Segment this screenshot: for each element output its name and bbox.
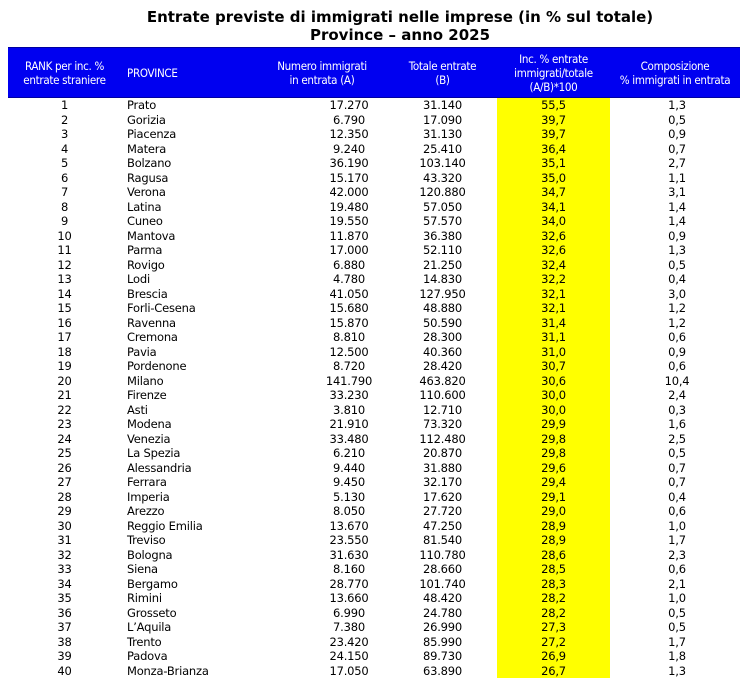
- immigrants-cell: 4.780: [333, 272, 365, 286]
- total-cell: 17.090: [422, 112, 463, 127]
- table-title: Entrate previste di immigrati nelle imprese (in % sul totale): [146, 8, 654, 26]
- total-cell: 31.130: [422, 127, 463, 141]
- table-row: [8, 243, 740, 258]
- composition-cell: 1,3: [668, 243, 686, 257]
- total-cell: 57.570: [422, 214, 463, 228]
- incidence-cell: 39,7: [497, 127, 610, 142]
- immigrants-cell: 12.350: [329, 127, 369, 141]
- composition-cell: 2,3: [668, 547, 686, 562]
- table-row: [8, 664, 740, 679]
- immigrants-cell: 42.000: [329, 185, 369, 199]
- table-body: [8, 98, 740, 679]
- incidence-cell: 32,1: [497, 287, 610, 302]
- table-row: [8, 548, 740, 563]
- immigrants-cell: 6.790: [333, 112, 365, 127]
- rank-cell: 1: [60, 98, 69, 112]
- composition-cell: 1,8: [668, 649, 686, 663]
- composition-cell: 0,6: [668, 359, 686, 373]
- total-cell: 25.410: [422, 141, 463, 156]
- rank-cell: 25: [57, 446, 72, 460]
- composition-cell: 2,5: [668, 431, 686, 446]
- province-cell: Bergamo: [127, 576, 178, 591]
- rank-cell: 17: [57, 330, 72, 344]
- total-cell: 112.480: [419, 431, 466, 446]
- incidence-cell: 39,7: [497, 113, 610, 128]
- incidence-cell: 29,8: [497, 432, 610, 447]
- province-cell: Firenze: [127, 388, 167, 402]
- province-cell: Ravenna: [127, 315, 176, 330]
- province-cell: Grosseto: [127, 605, 177, 620]
- composition-cell: 3,0: [668, 286, 686, 301]
- incidence-cell: 30,0: [497, 403, 610, 418]
- composition-cell: 1,3: [668, 98, 686, 112]
- composition-cell: 3,1: [668, 185, 686, 199]
- composition-cell: 10,4: [664, 373, 690, 388]
- province-cell: Forli-Cesena: [127, 301, 196, 315]
- rank-cell: 2: [60, 112, 69, 127]
- immigrants-cell: 3.810: [333, 402, 365, 417]
- immigrants-cell: 13.660: [329, 591, 369, 605]
- incidence-cell: 28,5: [497, 562, 610, 577]
- table-row: [8, 316, 740, 331]
- total-cell: 127.950: [419, 286, 466, 301]
- incidence-cell: 35,0: [497, 171, 610, 186]
- total-cell: 28.660: [422, 562, 463, 576]
- rank-cell: 28: [57, 489, 72, 504]
- total-cell: 28.300: [422, 330, 463, 344]
- rank-cell: 15: [57, 301, 72, 315]
- table-row: [8, 446, 740, 461]
- incidence-cell: 31,0: [497, 345, 610, 360]
- rank-cell: 12: [57, 257, 72, 272]
- rank-cell: 40: [57, 663, 72, 678]
- table-row: [8, 185, 740, 200]
- province-cell: Reggio Emilia: [127, 518, 203, 533]
- province-cell: Prato: [127, 98, 157, 112]
- total-cell: 32.170: [422, 475, 463, 489]
- composition-cell: 0,5: [668, 112, 686, 127]
- incidence-cell: 28,2: [497, 591, 610, 606]
- immigrants-cell: 141.790: [325, 373, 373, 388]
- header-composition: Composizione % immigrati in entrata: [610, 48, 740, 98]
- rank-cell: 9: [60, 214, 69, 228]
- total-cell: 43.320: [422, 170, 463, 185]
- total-cell: 89.730: [422, 649, 463, 663]
- rank-cell: 5: [60, 156, 69, 170]
- incidence-cell: 29,6: [497, 461, 610, 476]
- rank-cell: 11: [57, 243, 72, 257]
- total-cell: 27.720: [422, 504, 463, 518]
- immigrants-cell: 23.550: [329, 533, 369, 547]
- composition-cell: 0,7: [668, 460, 686, 475]
- province-cell: Piacenza: [127, 127, 177, 141]
- rank-cell: 37: [57, 620, 72, 634]
- total-cell: 24.780: [422, 605, 463, 620]
- incidence-cell: 36,4: [497, 142, 610, 157]
- province-cell: Modena: [127, 417, 172, 431]
- province-cell: Pordenone: [127, 359, 187, 373]
- immigrants-cell: 17.050: [329, 663, 369, 678]
- immigrants-cell: 7.380: [333, 620, 365, 634]
- incidence-cell: 26,7: [497, 664, 610, 679]
- province-cell: Cuneo: [127, 214, 163, 228]
- immigrants-cell: 17.270: [329, 98, 369, 112]
- composition-cell: 0,5: [668, 620, 686, 634]
- composition-cell: 1,0: [668, 518, 686, 533]
- province-cell: Milano: [127, 373, 164, 388]
- table-row: [8, 200, 740, 215]
- composition-cell: 1,1: [668, 170, 686, 185]
- total-cell: 36.380: [422, 228, 463, 243]
- total-cell: 50.590: [422, 315, 463, 330]
- total-cell: 17.620: [422, 489, 463, 504]
- table-row: [8, 374, 740, 389]
- immigrants-cell: 21.910: [329, 417, 369, 431]
- incidence-cell: 32,6: [497, 229, 610, 244]
- immigrants-cell: 19.480: [329, 199, 369, 214]
- header-rank: RANK per inc. % entrate straniere: [8, 48, 121, 98]
- province-cell: Trento: [127, 634, 162, 649]
- table-row: [8, 98, 740, 113]
- composition-cell: 0,6: [668, 504, 686, 518]
- rank-cell: 19: [57, 359, 72, 373]
- composition-cell: 0,5: [668, 605, 686, 620]
- incidence-cell: 26,9: [497, 649, 610, 664]
- rank-cell: 8: [60, 199, 69, 214]
- rank-cell: 24: [57, 431, 72, 446]
- incidence-cell: 32,2: [497, 272, 610, 287]
- rank-cell: 7: [60, 185, 69, 199]
- immigrants-cell: 33.230: [329, 388, 369, 402]
- table-row: [8, 301, 740, 316]
- province-cell: Latina: [127, 199, 162, 214]
- incidence-cell: 32,6: [497, 243, 610, 258]
- incidence-cell: 27,2: [497, 635, 610, 650]
- table-row: [8, 591, 740, 606]
- rank-cell: 16: [57, 315, 72, 330]
- composition-cell: 0,5: [668, 446, 686, 460]
- total-cell: 48.420: [422, 591, 463, 605]
- composition-cell: 2,1: [668, 576, 686, 591]
- province-cell: Verona: [127, 185, 166, 199]
- incidence-cell: 27,3: [497, 620, 610, 635]
- province-cell: Pavia: [127, 344, 157, 359]
- rank-cell: 20: [57, 373, 72, 388]
- province-cell: Bolzano: [127, 156, 172, 170]
- rank-cell: 13: [57, 272, 72, 286]
- rank-cell: 32: [57, 547, 72, 562]
- rank-cell: 10: [57, 228, 72, 243]
- immigrants-cell: 8.810: [333, 330, 365, 344]
- table-row: [8, 388, 740, 403]
- incidence-cell: 34,7: [497, 185, 610, 200]
- immigrants-cell: 15.680: [329, 301, 369, 315]
- table-row: [8, 345, 740, 360]
- header-province: PROVINCE: [121, 48, 256, 98]
- rank-cell: 36: [57, 605, 72, 620]
- province-cell: Matera: [127, 141, 167, 156]
- incidence-cell: 31,4: [497, 316, 610, 331]
- rank-cell: 21: [57, 388, 72, 402]
- incidence-cell: 30,7: [497, 359, 610, 374]
- total-cell: 103.140: [419, 156, 466, 170]
- header-row: [8, 48, 740, 98]
- incidence-cell: 29,4: [497, 475, 610, 490]
- composition-cell: 1,3: [668, 663, 686, 678]
- composition-cell: 1,4: [668, 199, 686, 214]
- total-cell: 21.250: [422, 257, 463, 272]
- rank-cell: 31: [57, 533, 72, 547]
- rank-cell: 34: [57, 576, 72, 591]
- table-row: [8, 287, 740, 302]
- total-cell: 12.710: [422, 402, 463, 417]
- rank-cell: 30: [57, 518, 72, 533]
- table-row: [8, 229, 740, 244]
- table-row: [8, 577, 740, 592]
- composition-cell: 1,7: [668, 634, 686, 649]
- incidence-cell: 35,1: [497, 156, 610, 171]
- incidence-cell: 30,0: [497, 388, 610, 403]
- composition-cell: 1,4: [668, 214, 686, 228]
- total-cell: 26.990: [422, 620, 463, 634]
- table-row: [8, 475, 740, 490]
- composition-cell: 2,4: [668, 388, 686, 402]
- incidence-cell: 28,9: [497, 519, 610, 534]
- composition-cell: 0,7: [668, 141, 686, 156]
- immigrants-cell: 9.240: [333, 141, 365, 156]
- composition-cell: 0,4: [668, 272, 686, 286]
- rank-cell: 23: [57, 417, 72, 431]
- header-incidence: Inc. % entrate immigrati/totale (A/B)*100: [497, 48, 610, 98]
- composition-cell: 0,6: [668, 562, 686, 576]
- table-row: [8, 461, 740, 476]
- immigrants-cell: 11.870: [329, 228, 369, 243]
- incidence-cell: 29,0: [497, 504, 610, 519]
- total-cell: 110.600: [419, 388, 466, 402]
- composition-cell: 1,2: [668, 301, 686, 315]
- incidence-cell: 28,6: [497, 548, 610, 563]
- table-row: [8, 258, 740, 273]
- header-immigrants: Numero immigrati in entrata (A): [256, 48, 388, 98]
- province-cell: Cremona: [127, 330, 178, 344]
- total-cell: 14.830: [422, 272, 463, 286]
- immigrants-cell: 15.870: [329, 315, 369, 330]
- total-cell: 52.110: [422, 243, 463, 257]
- table-row: [8, 171, 740, 186]
- immigrants-cell: 28.770: [329, 576, 369, 591]
- incidence-cell: 32,1: [497, 301, 610, 316]
- immigrants-cell: 9.450: [333, 475, 365, 489]
- incidence-cell: 29,9: [497, 417, 610, 432]
- total-cell: 31.880: [422, 460, 463, 475]
- incidence-cell: 30,6: [497, 374, 610, 389]
- immigrants-cell: 6.990: [333, 605, 365, 620]
- composition-cell: 1,6: [668, 417, 686, 431]
- composition-cell: 0,6: [668, 330, 686, 344]
- table-row: [8, 649, 740, 664]
- table-row: [8, 562, 740, 577]
- composition-cell: 1,2: [668, 315, 686, 330]
- total-cell: 85.990: [422, 634, 463, 649]
- province-cell: L’Aquila: [127, 620, 172, 634]
- table-row: [8, 272, 740, 287]
- rank-cell: 35: [57, 591, 72, 605]
- total-cell: 63.890: [422, 663, 463, 678]
- province-cell: La Spezia: [127, 446, 181, 460]
- province-cell: Gorizia: [127, 112, 166, 127]
- table-row: [8, 620, 740, 635]
- province-cell: Venezia: [127, 431, 171, 446]
- table-row: [8, 359, 740, 374]
- province-cell: Imperia: [127, 489, 170, 504]
- composition-cell: 0,3: [668, 402, 686, 417]
- rank-cell: 26: [57, 460, 72, 475]
- incidence-cell: 28,9: [497, 533, 610, 548]
- rank-cell: 4: [60, 141, 69, 156]
- table-row: [8, 490, 740, 505]
- total-cell: 463.820: [419, 373, 466, 388]
- province-cell: Rovigo: [127, 257, 165, 272]
- composition-cell: 0,5: [668, 257, 686, 272]
- rank-cell: 33: [57, 562, 72, 576]
- total-cell: 48.880: [422, 301, 463, 315]
- province-cell: Alessandria: [127, 460, 192, 475]
- table-row: [8, 504, 740, 519]
- table-row: [8, 606, 740, 621]
- incidence-cell: 29,1: [497, 490, 610, 505]
- provinces-table: [8, 47, 740, 678]
- total-cell: 120.880: [419, 185, 466, 199]
- rank-cell: 38: [57, 634, 72, 649]
- table-row: [8, 156, 740, 171]
- province-cell: Treviso: [127, 533, 166, 547]
- total-cell: 28.420: [422, 359, 463, 373]
- table-header: [8, 48, 740, 98]
- province-cell: Lodi: [127, 272, 150, 286]
- rank-cell: 6: [60, 170, 69, 185]
- immigrants-cell: 8.050: [333, 504, 365, 518]
- immigrants-cell: 31.630: [329, 547, 369, 562]
- header-total: Totale entrate (B): [388, 48, 497, 98]
- total-cell: 57.050: [422, 199, 463, 214]
- immigrants-cell: 36.190: [329, 156, 369, 170]
- immigrants-cell: 41.050: [329, 286, 369, 301]
- immigrants-cell: 6.210: [333, 446, 365, 460]
- table-row: [8, 519, 740, 534]
- incidence-cell: 32,4: [497, 258, 610, 273]
- province-cell: Siena: [127, 562, 158, 576]
- immigrants-cell: 19.550: [329, 214, 369, 228]
- province-cell: Monza-Brianza: [127, 663, 209, 678]
- composition-cell: 0,7: [668, 475, 686, 489]
- rank-cell: 14: [57, 286, 72, 301]
- province-cell: Padova: [127, 649, 168, 663]
- rank-cell: 27: [57, 475, 72, 489]
- total-cell: 101.740: [419, 576, 466, 591]
- immigrants-cell: 8.720: [333, 359, 365, 373]
- immigrants-cell: 24.150: [329, 649, 369, 663]
- immigrants-cell: 8.160: [333, 562, 365, 576]
- table-row: [8, 142, 740, 157]
- immigrants-cell: 17.000: [329, 243, 369, 257]
- rank-cell: 22: [57, 402, 72, 417]
- composition-cell: 1,0: [668, 591, 686, 605]
- province-cell: Brescia: [127, 286, 168, 301]
- incidence-cell: 34,1: [497, 200, 610, 215]
- composition-cell: 0,9: [668, 344, 686, 359]
- immigrants-cell: 12.500: [329, 344, 369, 359]
- rank-cell: 18: [57, 344, 72, 359]
- total-cell: 47.250: [422, 518, 463, 533]
- incidence-cell: 34,0: [497, 214, 610, 229]
- immigrants-cell: 6.880: [333, 257, 365, 272]
- incidence-cell: 31,1: [497, 330, 610, 345]
- immigrants-cell: 33.480: [329, 431, 369, 446]
- province-cell: Ragusa: [127, 170, 169, 185]
- composition-cell: 0,9: [668, 127, 686, 141]
- total-cell: 31.140: [422, 98, 463, 112]
- province-cell: Bologna: [127, 547, 173, 562]
- incidence-cell: 28,3: [497, 577, 610, 592]
- total-cell: 110.780: [419, 547, 466, 562]
- rank-cell: 29: [57, 504, 72, 518]
- composition-cell: 2,7: [668, 156, 686, 170]
- table-subtitle: Province – anno 2025: [309, 26, 491, 44]
- total-cell: 40.360: [422, 344, 463, 359]
- table-row: [8, 127, 740, 142]
- immigrants-cell: 9.440: [333, 460, 365, 475]
- province-cell: Parma: [127, 243, 163, 257]
- table-row: [8, 417, 740, 432]
- composition-cell: 0,9: [668, 228, 686, 243]
- incidence-cell: 28,2: [497, 606, 610, 621]
- incidence-cell: 55,5: [497, 98, 610, 113]
- immigrants-cell: 5.130: [333, 489, 365, 504]
- total-cell: 81.540: [422, 533, 463, 547]
- total-cell: 20.870: [422, 446, 463, 460]
- immigrants-cell: 15.170: [329, 170, 369, 185]
- rank-cell: 3: [60, 127, 69, 141]
- province-cell: Arezzo: [127, 504, 165, 518]
- province-cell: Ferrara: [127, 475, 167, 489]
- province-cell: Asti: [127, 402, 148, 417]
- immigrants-cell: 23.420: [329, 634, 369, 649]
- composition-cell: 0,4: [668, 489, 686, 504]
- table-row: [8, 635, 740, 650]
- table-row: [8, 403, 740, 418]
- composition-cell: 1,7: [668, 533, 686, 547]
- province-cell: Rimini: [127, 591, 162, 605]
- province-cell: Mantova: [127, 228, 176, 243]
- immigrants-cell: 13.670: [329, 518, 369, 533]
- table-row: [8, 113, 740, 128]
- rank-cell: 39: [57, 649, 72, 663]
- table-row: [8, 432, 740, 447]
- table-row: [8, 214, 740, 229]
- incidence-cell: 29,8: [497, 446, 610, 461]
- total-cell: 73.320: [422, 417, 463, 431]
- table-row: [8, 330, 740, 345]
- table-row: [8, 533, 740, 548]
